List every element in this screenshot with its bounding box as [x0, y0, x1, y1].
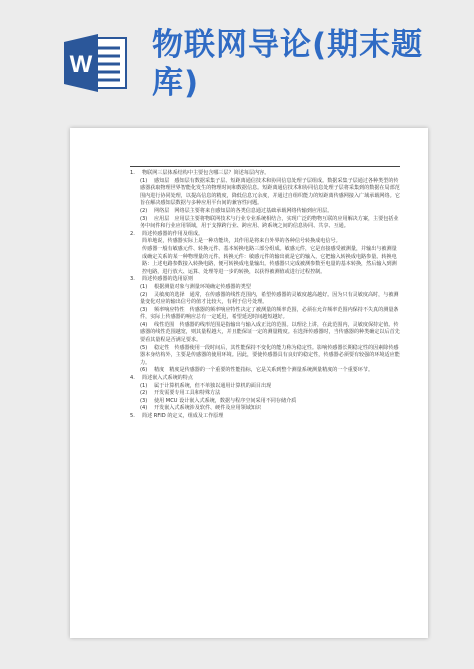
word-logo-icon	[62, 30, 128, 96]
answer-text: 灵敏度的选择 通常，在传感器的线性范围内，希望传感器的灵敏度越高越好。因为只有灵敏度高时，与被测量变化对应的输出信号的值才比较大，有利于信号处理。	[140, 291, 399, 306]
answer-number: (3)	[140, 306, 148, 313]
question-item	[130, 276, 400, 284]
answer-number: (4)	[140, 405, 148, 412]
answer-text: 精度 精度是传感器的一个重要的性能指标，它是关系到整个测量系统测量精度的一个重要环节。	[154, 367, 374, 374]
question-text: 简述 RFID 的定义，组成及工作原理	[142, 413, 224, 419]
answer-text: 使用 MCU 设计嵌入式系统，数据与程序空间采用不同存储介质	[154, 397, 297, 404]
answer-item	[130, 246, 400, 276]
answer-text: 简单地说，传感器实际上是一种功能块，其作用是将来自外界的各种信号转换成电信号。	[142, 238, 341, 245]
answer-item	[130, 216, 400, 231]
answer-item	[130, 238, 400, 246]
answer-number: (1)	[140, 177, 148, 184]
answer-text: 频率响应特性 传感器的频率响应特性决定了被测量的频率范围，必须在允许频率范围内保持不失真的测量条件，实际上传感器的响应总有一定延迟，希望延迟时间越短越好。	[140, 306, 399, 321]
answer-text: 开发嵌入式系统涉及软件、硬件及应用领域知识	[154, 405, 261, 412]
answer-item	[130, 390, 400, 398]
answer-number: (3)	[140, 397, 148, 404]
answer-number: (2)	[140, 291, 148, 298]
answer-number: (2)	[140, 390, 148, 397]
answer-item	[130, 405, 400, 413]
answer-number: (1)	[140, 382, 148, 389]
question-text: 简述嵌入式系统的特点	[142, 375, 193, 382]
question-number: 4.	[130, 375, 135, 382]
answer-item	[130, 284, 400, 292]
question-text: 物联网三层体系结构中主要包含哪三层？简述每层内容。	[142, 170, 270, 176]
answer-text: 网络层 网络层主要将来自感知层的各类信息通过基础承载网络传输到应用层。	[154, 207, 333, 214]
answer-text: 传感器一般有敏感元件、转换元件、基本转换电路三部分组成。敏感元件，它是直接感受被测量，并输出与被测量成确定关系的某一种物理量的元件。转换元件：敏感元件的输出就是它的输入，它把输入转换成电路参量。转换电路：上述电路参数接入转换电路，便可转换成电量输出。传感器只完成被测参数至电量的基本转换，然后输入到测控电路，进行放大、运算、处理等进一步的转换，以获得被测值或进行过程控制。	[142, 245, 397, 275]
answer-item	[130, 307, 400, 322]
answer-item	[130, 367, 400, 375]
header-rule	[130, 166, 400, 167]
document-page	[70, 128, 428, 638]
question-text: 简述传感器的作用及组成。	[142, 230, 204, 237]
answer-item	[130, 345, 400, 368]
answer-item	[130, 178, 400, 208]
answer-number: (6)	[140, 367, 148, 374]
question-item	[130, 170, 400, 178]
question-number: 3.	[130, 276, 135, 283]
answer-text: 根据测量对象与测量环境确定传感器的类型	[154, 283, 251, 290]
answer-number: (4)	[140, 321, 148, 328]
question-item	[130, 375, 400, 383]
answer-text: 开发需要专用工具和特殊方法	[154, 390, 221, 397]
svg-text:W: W	[69, 51, 93, 78]
watermark	[0, 640, 474, 669]
answer-number: (2)	[140, 207, 148, 214]
header	[0, 0, 474, 120]
question-number: 5.	[130, 413, 135, 419]
page-title: 物联网导论(期末题库)	[152, 27, 424, 101]
answer-text: 稳定性 传感器使用一段时间后，其性能保持不变化的能力称为稳定性。影响传感器长期稳定性的因素除传感器本身结构外，主要是传感器的使用环境。因此，要使传感器具有良好的稳定性，传感器必须要有较强的环境适应能力。	[140, 344, 400, 366]
answer-text: 感知层 感知层有数据采集子层、短距离通信技术和协同信息处理子层组成。数据采集子层通过各种类型的传感器获取物理世界智能化发生的物理时间和数据信息。短距离通信技术和协同信息处理子层将采集到的数据在局部范围内进行协同处理，以提高信息的精度，降低信息冗余度，并通过自组织能力的短距离传感网接入广域承载网络。它旨在解决感知层数据与多种应用平台间的兼容性问题。	[140, 177, 400, 207]
answer-number: (5)	[140, 344, 148, 351]
answer-item	[130, 292, 400, 307]
question-item	[130, 413, 400, 421]
question-number: 2.	[130, 230, 135, 237]
question-number: 1.	[130, 170, 135, 176]
answer-item	[130, 322, 400, 345]
answer-text: 应用层 应用层主要将物联网技术与行业专业系统相结合，实现广泛的物物互联的应用解决方案，主要包括业务中间件和行业应用领域，用于支撑跨行业、跨应用、跨系统之间的信息协同、共享、互通。	[140, 215, 399, 230]
answer-number: (3)	[140, 215, 148, 222]
answer-text: 属于计算机系统，但不单独以通用计算机的面目出现	[154, 382, 272, 389]
answer-number: (1)	[140, 283, 148, 290]
question-text: 简述传感器的选用原则	[142, 276, 193, 283]
answer-item	[130, 208, 400, 216]
document-body	[130, 166, 400, 421]
answer-text: 线性范围 传感器的线形范围是指输出与输入成正比的范围。以理论上讲，在此范围内，灵敏度保持定值。传感器的线性范围越宽，则其量程越大，并且能保证一定的测量精度。在选择传感器时，当传感器的种类确定以后首先要看其量程是否满足要求。	[140, 321, 400, 344]
